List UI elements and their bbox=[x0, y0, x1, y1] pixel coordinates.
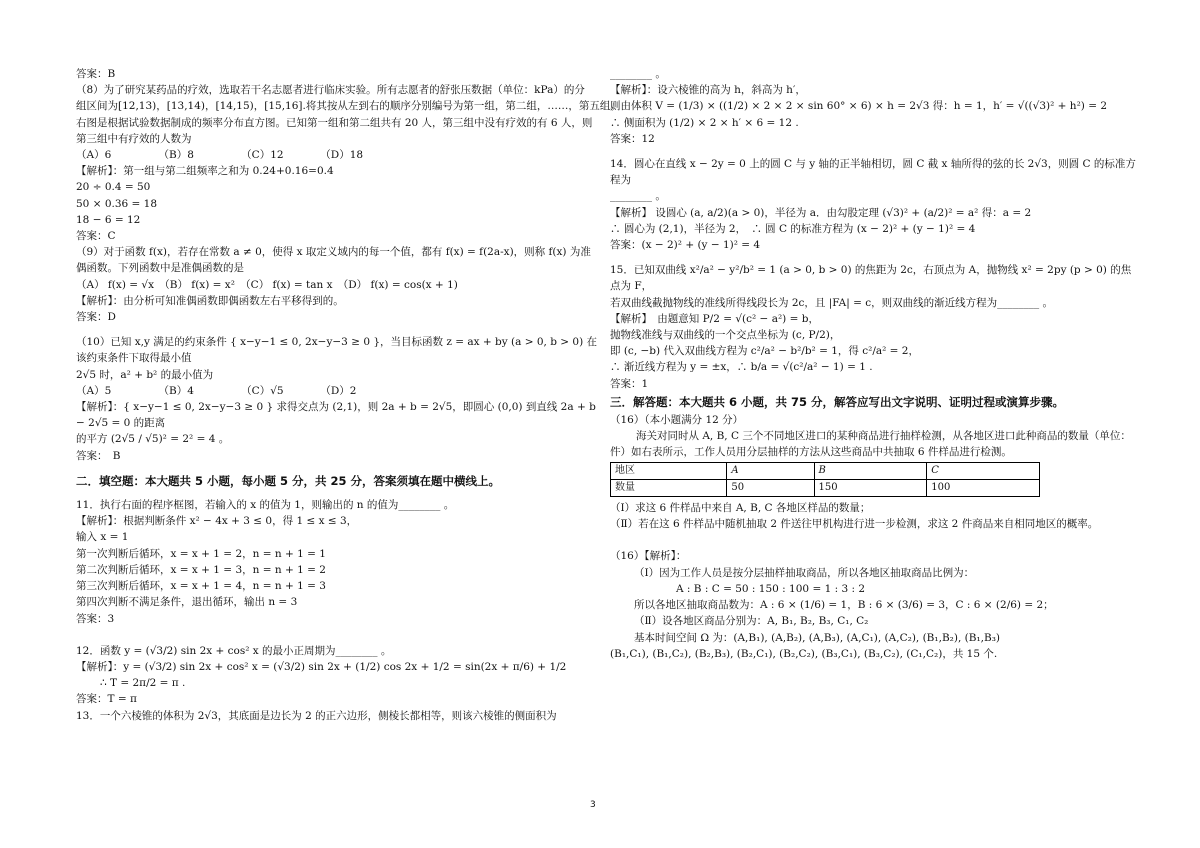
q15-solution-3: 即 (c, −b) 代入双曲线方程为 c²/a² − b²/b² = 1，得 c²/a² = 2， bbox=[610, 345, 919, 358]
q14-question: 14．圆心在直线 x − 2y = 0 上的圆 C 与 y 轴的正半轴相切，圆 C 截 x 轴所得的弦的长 2√3，则圆 C 的标准方程为 bbox=[610, 158, 1136, 187]
q12-solution: 【解析】：y = (√3/2) sin 2x + cos² x = (√3/2) sin 2x + (1/2) cos 2x + 1/2 = sin(2x + π/6) + 1/2 bbox=[76, 660, 567, 673]
answer-8: 答案：C bbox=[76, 230, 116, 243]
q15-question-2: 若双曲线截抛物线的准线所得线段长为 2c，且 |FA| = c，则双曲线的渐近线方程为________ 。 bbox=[610, 296, 1053, 309]
table-cell: 100 bbox=[927, 479, 1040, 496]
q8-line-2: 组区间为[12,13)，[13,14)，[14,15)，[15,16].将其按从左到右的顺序分别编号为第一组，第二组，……，第五组。 bbox=[76, 100, 621, 113]
q10-line-1: （10）已知 x,y 满足的约束条件 { x−y−1 ≤ 0, 2x−y−3 ≥ 0 }，当目标函数 z = ax + by (a > 0, b > 0) 在该约束条件下取得最小值 bbox=[76, 336, 598, 365]
section-2-title: 二．填空题：本大题共 5 小题，每小题 5 分，共 25 分，答案须填在题中横线上。 bbox=[76, 473, 501, 488]
q16-solution-1: （Ⅰ）因为工作人员是按分层抽样抽取商品，所以各地区抽取商品比例为： bbox=[634, 566, 975, 579]
q13-solution-3: ∴ 侧面积为 (1/2) × 2 × h′ × 6 = 12 . bbox=[610, 116, 799, 129]
q16-solution-title: （16）【解析】： bbox=[610, 550, 687, 563]
q11-step-5: 第四次判断不满足条件，退出循环，输出 n = 3 bbox=[76, 596, 298, 609]
q9-solution: 【解析】：由分析可知准偶函数即偶函数左右平移得到的。 bbox=[76, 294, 344, 307]
page-number: 3 bbox=[590, 800, 596, 810]
q8-solution: 【解析】：第一组与第二组频率之和为 0.24+0.16=0.4 bbox=[76, 165, 334, 178]
q16-text-1: 海关对同时从 A, B, C 三个不同地区进口的某种商品进行抽样检测，从各地区进口此种商品的数量（单位： bbox=[636, 430, 1131, 443]
q16-sample-space-1: 基本时间空间 Ω 为：(A,B₁), (A,B₂), (A,B₃), (A,C₁), (A,C₂), (B₁,B₂), (B₁,B₃) bbox=[634, 631, 1001, 644]
q12-period: ∴ T = 2π/2 = π . bbox=[100, 677, 186, 690]
answer-9: 答案：D bbox=[76, 311, 116, 324]
q13-question: 13．一个六棱锥的体积为 2√3，其底面是边长为 2 的正六边形，侧棱长都相等，则该六棱锥的侧面积为 bbox=[76, 709, 557, 722]
q10-solution-2: 的平方 (2√5 / √5)² = 2² = 4 。 bbox=[76, 433, 230, 446]
q8-line-3: 右图是根据试验数据制成的频率分布直方图。已知第一组和第二组共有 20 人，第三组中没有疗效的有 6 人，则 bbox=[76, 116, 593, 129]
q13-solution-2: 则由体积 V = (1/3) × ((1/2) × 2 × 2 × sin 60° × 6) × h = 2√3 得：h = 1，h′ = √((√3)² + h²) = 2 bbox=[610, 100, 1108, 113]
q16-part-1: （Ⅰ）求这 6 件样品中来自 A, B, C 各地区样品的数量； bbox=[610, 502, 871, 515]
q14-blank: ________ 。 bbox=[610, 190, 666, 203]
q15-solution-1: 【解析】 由题意知 P/2 = √(c² − a²) = b， bbox=[610, 312, 819, 325]
table-row bbox=[611, 479, 1040, 496]
q16-part-2: （Ⅱ）若在这 6 件样品中随机抽取 2 件送往甲机构进行进一步检测，求这 2 件商品来自相同地区的概率。 bbox=[610, 518, 1099, 531]
answer-15: 答案：1 bbox=[610, 377, 649, 390]
right-column bbox=[610, 66, 1140, 662]
q16-ratio: A : B : C = 50 : 150 : 100 = 1 : 3 : 2 bbox=[676, 582, 866, 595]
q14-solution-1: 【解析】 设圆心 (a, a/2)(a > 0)，半径为 a．由勾股定理 (√3)² + (a/2)² = a² 得：a = 2 bbox=[610, 206, 1032, 219]
table-cell: B bbox=[814, 462, 927, 479]
table-cell: 150 bbox=[814, 479, 927, 496]
table-cell: 数量 bbox=[611, 479, 727, 496]
q9-line-1: （9）对于函数 f(x)，若存在常数 a ≠ 0，使得 x 取定义域内的每一个值，都有 f(x) = f(2a-x)，则称 f(x) 为准 bbox=[76, 246, 591, 259]
q11-step-1: 输入 x = 1 bbox=[76, 531, 129, 544]
q15-solution-4: ∴ 渐近线方程为 y = ±x，∴ b/a = √(c²/a² − 1) = 1 . bbox=[610, 361, 873, 374]
answer-14: 答案：(x − 2)² + (y − 1)² = 4 bbox=[610, 239, 761, 252]
q14-solution-2: ∴ 圆心为 (2,1)，半径为 2， ∴ 圆 C 的标准方程为 (x − 2)² + (y − 1)² = 4 bbox=[610, 222, 976, 235]
q8-line-1: （8）为了研究某药品的疗效，选取若干名志愿者进行临床实验。所有志愿者的舒张压数据（单位：kPa）的分 bbox=[76, 84, 585, 97]
q16-text-2: 件）如右表所示，工作人员用分层抽样的方法从这些商品中共抽取 6 件样品进行检测。 bbox=[610, 446, 1012, 459]
answer-12: 答案：T = π bbox=[76, 693, 137, 706]
section-3-title: 三．解答题：本大题共 6 小题，共 75 分，解答应写出文字说明、证明过程或演算步骤。 bbox=[610, 394, 1065, 409]
answer-11: 答案：3 bbox=[76, 612, 115, 625]
q10-line-2: 2√5 时，a² + b² 的最小值为 bbox=[76, 368, 214, 381]
answer-10: 答案： B bbox=[76, 449, 121, 462]
q12-question: 12．函数 y = (√3/2) sin 2x + cos² x 的最小正周期为________ 。 bbox=[76, 644, 392, 657]
q16-table bbox=[610, 462, 1040, 497]
answer-13: 答案：12 bbox=[610, 132, 655, 145]
q11-step-2: 第一次判断后循环，x = x + 1 = 2，n = n + 1 = 1 bbox=[76, 547, 326, 560]
q13-solution-1: 【解析】：设六棱锥的高为 h，斜高为 h′， bbox=[610, 84, 806, 97]
table-cell: 地区 bbox=[611, 462, 727, 479]
q10-options: （A）5 （B）4 （C）√5 （D）2 bbox=[76, 384, 357, 397]
q8-step-2: 50 × 0.36 = 18 bbox=[76, 197, 158, 210]
q9-options: （A） f(x) = √x （B） f(x) = x² （C） f(x) = tan x （D） f(x) = cos(x + 1) bbox=[76, 278, 458, 291]
left-column bbox=[76, 66, 621, 724]
table-cell: A bbox=[727, 462, 814, 479]
q8-step-3: 18 − 6 = 12 bbox=[76, 213, 141, 226]
q15-solution-2: 抛物线准线与双曲线的一个交点坐标为 (c, P/2)， bbox=[610, 329, 841, 342]
q16-solution-2: （Ⅱ）设各地区商品分别为：A, B₁, B₂, B₃, C₁, C₂ bbox=[634, 615, 869, 628]
q13-blank: ________ 。 bbox=[610, 68, 666, 80]
q8-line-4: 第三组中有疗效的人数为 bbox=[76, 132, 192, 145]
table-cell: C bbox=[927, 462, 1040, 479]
q8-options: （A）6 （B）8 （C）12 （D）18 bbox=[76, 149, 364, 162]
q15-question-1: 15．已知双曲线 x²/a² − y²/b² = 1 (a > 0, b > 0) 的焦距为 2c，右顶点为 A，抛物线 x² = 2py (p > 0) 的焦点为 F， bbox=[610, 264, 1132, 293]
answer-7: 答案：B bbox=[76, 68, 116, 80]
table-cell: 50 bbox=[727, 479, 814, 496]
q11-solution: 【解析】：根据判断条件 x² − 4x + 3 ≤ 0，得 1 ≤ x ≤ 3， bbox=[76, 515, 358, 528]
q11-question: 11．执行右面的程序框图，若输入的 x 的值为 1，则输出的 n 的值为________ 。 bbox=[76, 499, 455, 512]
table-row bbox=[611, 462, 1040, 479]
q16-header: （16）（本小题满分 12 分） bbox=[610, 414, 744, 427]
q11-step-3: 第二次判断后循环，x = x + 1 = 3，n = n + 1 = 2 bbox=[76, 563, 326, 576]
q16-sample-space-2: (B₁,C₁), (B₁,C₂), (B₂,B₃), (B₂,C₁), (B₂,C₂), (B₃,C₁), (B₃,C₂), (C₁,C₂)，共 15 个. bbox=[610, 647, 998, 660]
q11-step-4: 第三次判断后循环，x = x + 1 = 4，n = n + 1 = 3 bbox=[76, 580, 326, 593]
q10-solution-1: 【解析】：{ x−y−1 ≤ 0, 2x−y−3 ≥ 0 } 求得交点为 (2,1)，则 2a + b = 2√5，即圆心 (0,0) 到直线 2a + b − 2√5 = 0 的距离 bbox=[76, 401, 596, 430]
q16-counts: 所以各地区抽取商品数为：A : 6 × (1/6) = 1，B : 6 × (3/6) = 3，C : 6 × (2/6) = 2； bbox=[634, 599, 1054, 612]
q8-step-1: 20 ÷ 0.4 = 50 bbox=[76, 181, 151, 194]
q9-line-2: 偶函数。下列函数中是准偶函数的是 bbox=[76, 262, 244, 275]
